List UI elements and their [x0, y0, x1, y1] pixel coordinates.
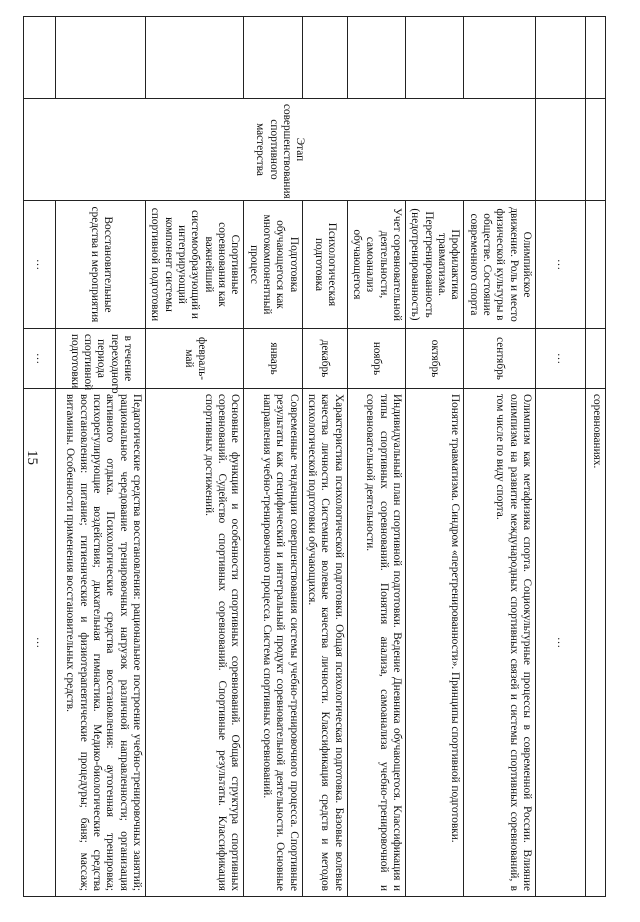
stage-cell: Этап совершенствования спортивного мастерства [24, 99, 536, 201]
ellipsis-cell: … [24, 329, 56, 389]
table-cell [347, 17, 405, 99]
table-cell [586, 17, 606, 99]
table-cell [244, 17, 302, 99]
ellipsis-cell: … [24, 201, 56, 329]
page-number: 15 [24, 450, 40, 465]
month-cell: сентябрь [464, 329, 536, 389]
table-cell [586, 201, 606, 329]
topic-cell: Психологическая подготовка [302, 201, 347, 329]
content-cell: Основные функции и особенности спортивных соревнований. Общая структура спортивных соревнований. Судейство спортивных соревнований. Спортивные результаты. Классификация спортивных достижений. [146, 389, 244, 897]
topic-cell: Олимпийское движение. Роль и место физической культуры в обществе. Состояние современного спорта [464, 201, 536, 329]
month-cell: ноябрь [347, 329, 405, 389]
content-cell: Понятие травматизма. Синдром «перетренированности». Принципы спортивной подготовки. [406, 389, 464, 897]
ellipsis-cell: … [536, 201, 586, 329]
table-row [464, 17, 536, 897]
topic-cell: Спортивные соревнования как важнейший системообразующий и интегрирующий компонент системы спортивной подготовки [146, 201, 244, 329]
table-cell [586, 329, 606, 389]
month-cell: декабрь [302, 329, 347, 389]
table-cell [586, 99, 606, 201]
table-row [586, 17, 606, 897]
ellipsis-cell: … [24, 389, 56, 897]
month-cell: февраль-май [146, 329, 244, 389]
content-cell: Современные тенденции совершенствования системы учебно-тренировочного процесса. Спортивные результаты как специфический и интегральный продукт соревновательной деятельности. Основные направления учебно-тренировочного процесса. Система спортивных соревнований. [244, 389, 302, 897]
content-cell: Индивидуальный план спортивной подготовки. Ведение Дневника обучающегося. Классификация и типы спортивных соревнований. Понятия анализа, самоанализа учебно-тренировочной и соревновательной деятельности. [347, 389, 405, 897]
ellipsis-cell: … [536, 329, 586, 389]
curriculum-table [23, 16, 606, 897]
table-cell [146, 17, 244, 99]
table-row [536, 17, 586, 897]
table-cell [464, 17, 536, 99]
table-cell [536, 17, 586, 99]
topic-cell: Восстановительные средства и мероприятия [56, 201, 146, 329]
table-cell [536, 99, 586, 201]
month-cell: октябрь [406, 329, 464, 389]
table-cell [24, 17, 56, 99]
ellipsis-cell: … [536, 389, 586, 897]
table-cell [302, 17, 347, 99]
content-cell: Педагогические средства восстановления: рациональное построение учебно-тренировочных занятий; рациональное чередование тренировочных нагрузок различной направленности; организация активного отдыха. Психологические средства восстановления: аутогенная тренировка; психорегулирующие воздействия; дыхательная гимнастика. Медико-биологические средства восстановления: питание; гигиенические и физиотерапевтические процедуры; баня; массаж; витамины. Особенности применения восстановительных средств. [56, 389, 146, 897]
month-cell: в течение переходного периода спортивной подготовки [56, 329, 146, 389]
table-cell [56, 17, 146, 99]
table-cell: соревнованиях. [586, 389, 606, 897]
table-cell [406, 17, 464, 99]
topic-cell: Подготовка обучающегося как многокомпонентный процесс [244, 201, 302, 329]
topic-cell: Профилактика травматизма. Перетренированность (недотренированность) [406, 201, 464, 329]
topic-cell: Учет соревновательной деятельности, самоанализ обучающегося [347, 201, 405, 329]
rotated-table-wrapper [34, 16, 606, 896]
content-cell: Характеристика психологической подготовки. Общая психологическая подготовка. Базовые волевые качества личности. Системные волевые качества личности. Классификация средств и методов психологической подготовки обучающихся. [302, 389, 347, 897]
month-cell: январь [244, 329, 302, 389]
content-cell: Олимпизм как метафизика спорта. Социокультурные процессы в современной России. Влияние олимпизма на развитие международных спортивных связей и системы спортивных соревнований, в том числе по виду спорта. [464, 389, 536, 897]
